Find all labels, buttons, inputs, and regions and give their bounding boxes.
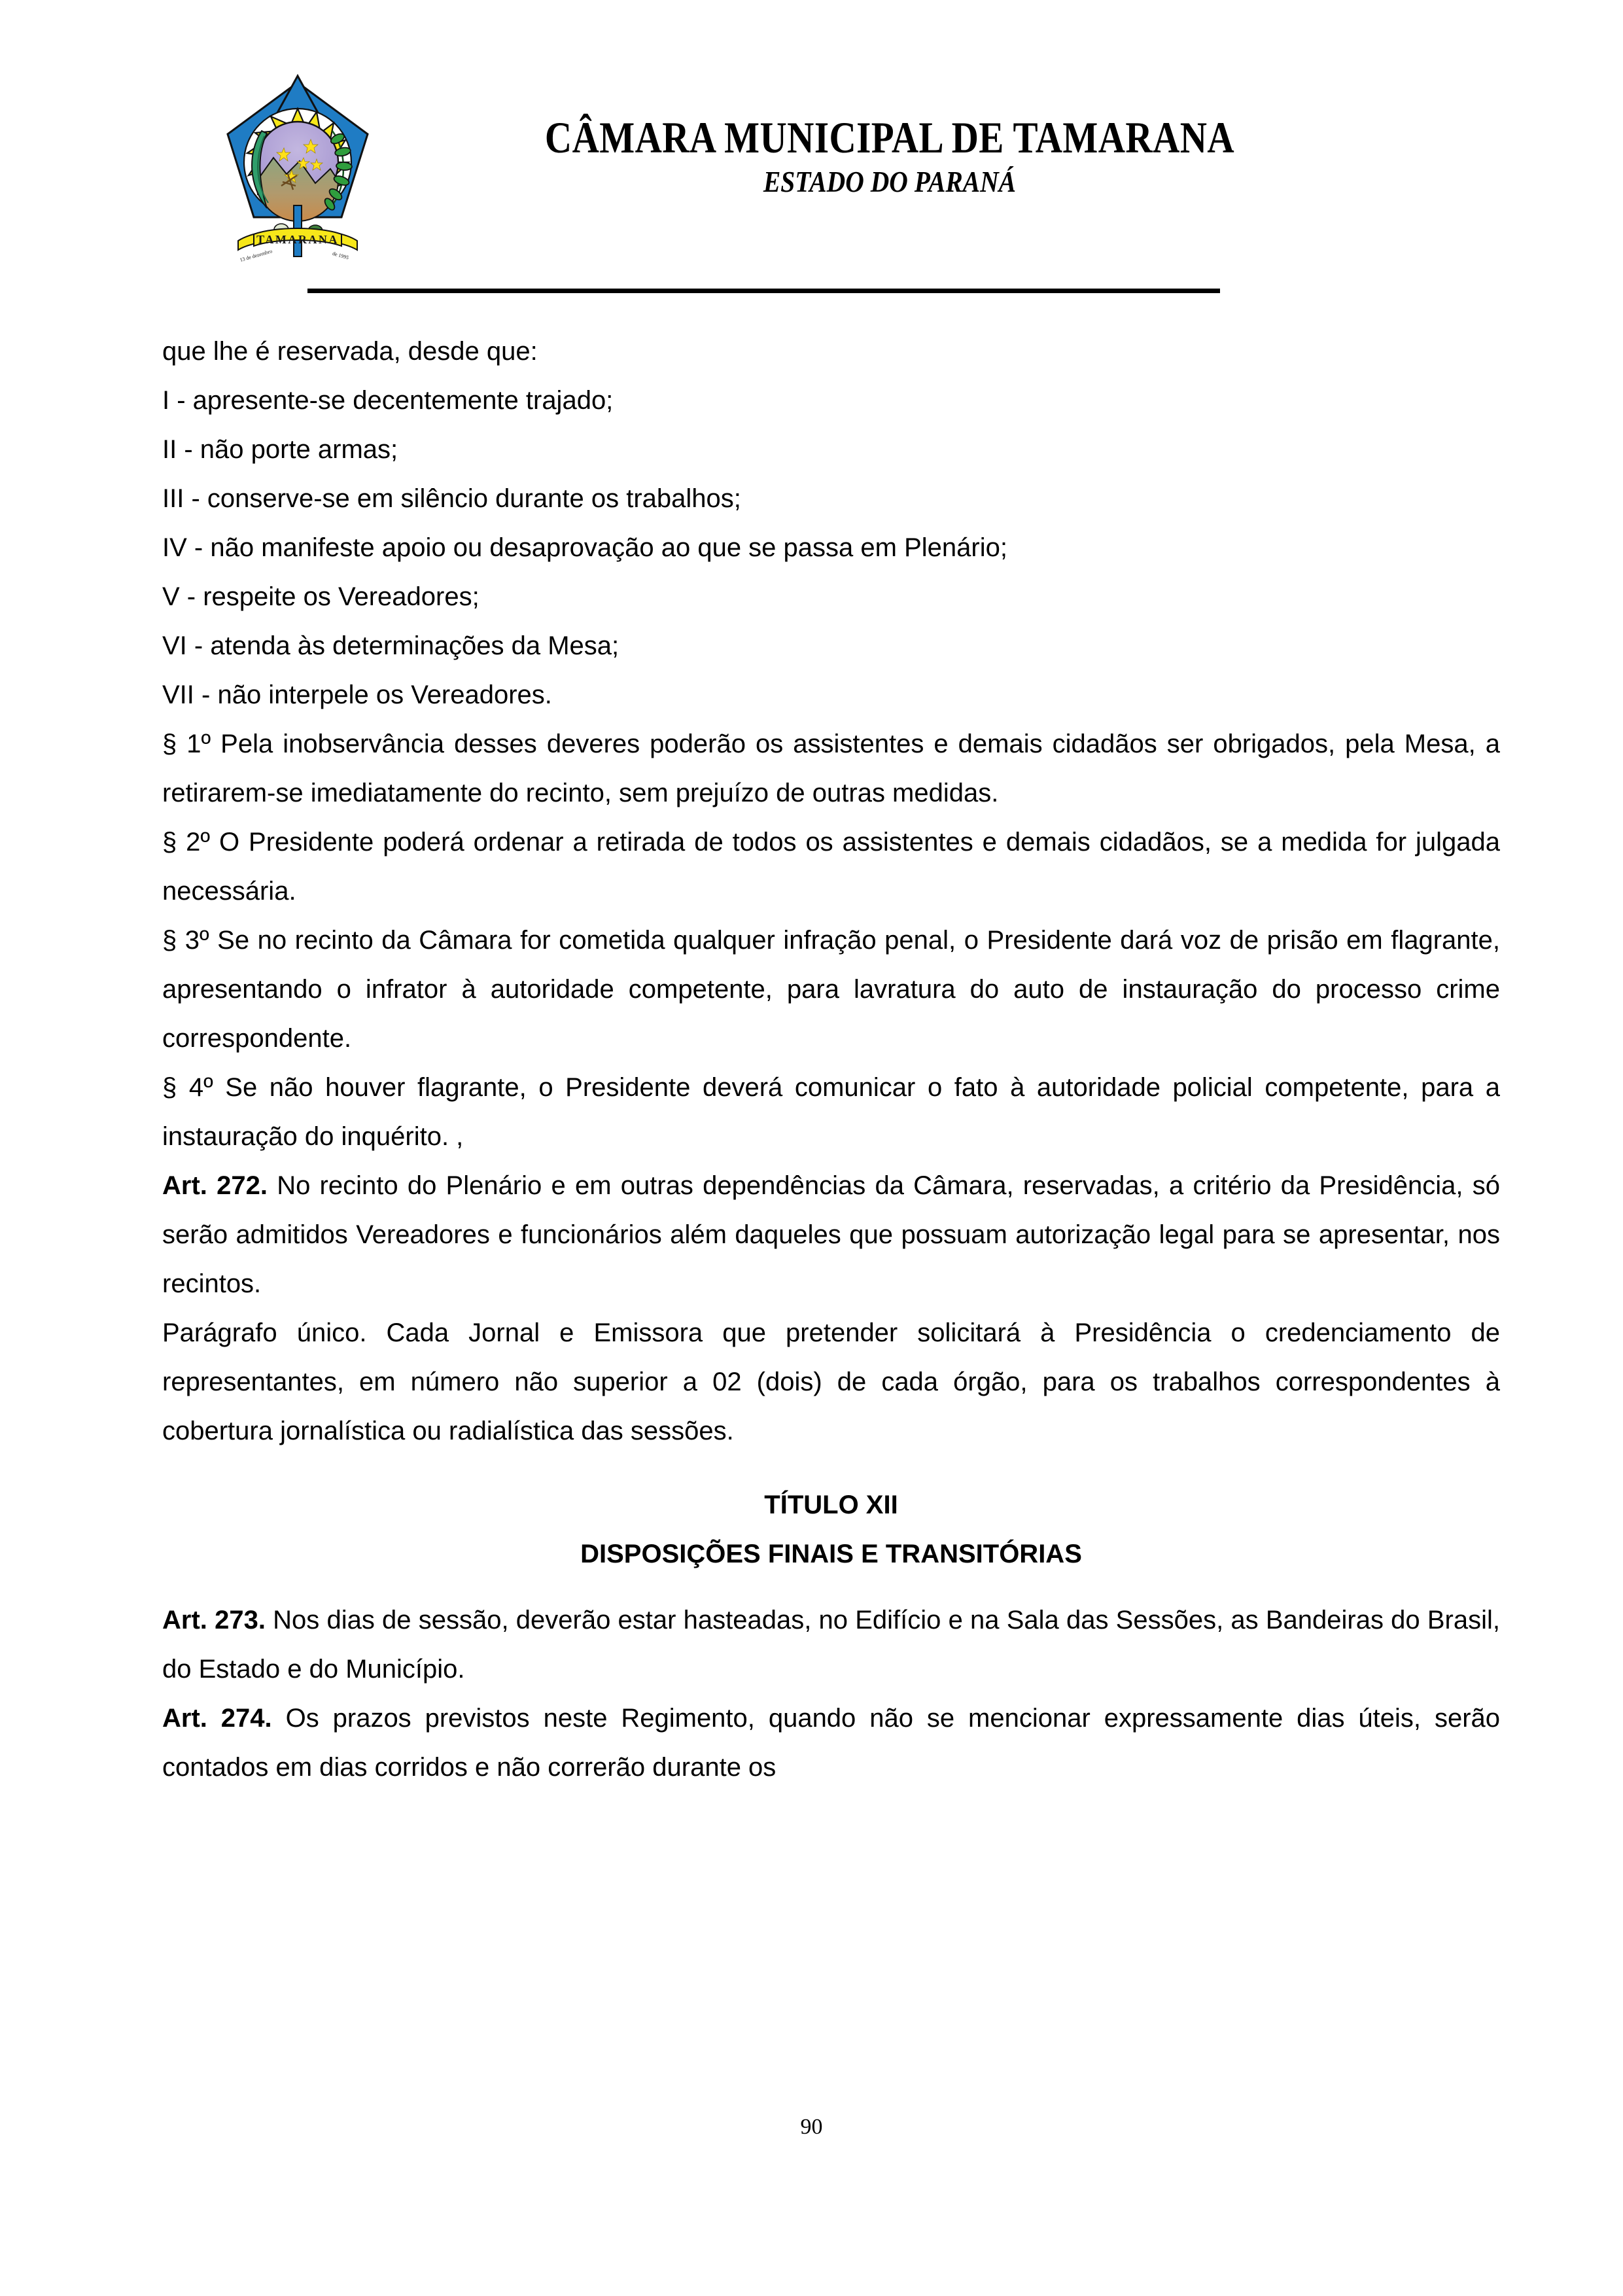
paragraph-text: que lhe é reservada, desde que: [162, 337, 538, 366]
paragraph-inciso-i [162, 376, 1500, 425]
paragraph-inciso-iv [162, 523, 1500, 573]
paragraph-text: § 3º Se no recinto da Câmara for cometida qualquer infração penal, o Presidente dará voz de prisão em flagrante, apresentando o infrator à autoridade competente, para lavratura do auto de instauração do processo crime correspondente. [162, 926, 1500, 1053]
paragraph-1 [162, 720, 1500, 818]
svg-text:TAMARANA: TAMARANA [256, 233, 339, 246]
paragraph-text: III - conserve-se em silêncio durante os trabalhos; [162, 484, 741, 513]
page-subtitle: ESTADO DO PARANÁ [763, 165, 1017, 199]
paragraph-text: II - não porte armas; [162, 435, 398, 464]
paragraph-inciso-vii [162, 671, 1500, 720]
paragraph-text: § 4º Se não houver flagrante, o Presidente deverá comunicar o fato à autoridade policial competente, para a instauração do inquérito. , [162, 1073, 1500, 1151]
paragraph-text: No recinto do Plenário e em outras dependências da Câmara, reservadas, a critério da Presidência, só serão admitidos Vereadores e funcionários além daqueles que possuam autorização legal para se apresentar, nos recintos. [162, 1171, 1500, 1298]
header-divider [307, 289, 1220, 293]
paragraph-text: I - apresente-se decentemente trajado; [162, 386, 614, 415]
article-number: Art. 274. [162, 1704, 272, 1733]
article-274 [162, 1694, 1500, 1792]
paragraph-lead-in [162, 327, 1500, 376]
document-body [162, 327, 1500, 1792]
paragraph-text: § 2º O Presidente poderá ordenar a retirada de todos os assistentes e demais cidadãos, se a medida for julgada necessária. [162, 828, 1500, 906]
page-title: CÂMARA MUNICIPAL DE TAMARANA [544, 113, 1235, 162]
page-number: 90 [800, 2115, 823, 2139]
paragraph-text: Nos dias de sessão, deverão estar hasteadas, no Edifício e na Sala das Sessões, as Bandeiras do Brasil, do Estado e do Município. [162, 1606, 1500, 1684]
paragraph-text: IV - não manifeste apoio ou desaprovação ao que se passa em Plenário; [162, 533, 1007, 562]
paragraph-inciso-iii [162, 474, 1500, 523]
paragraph-3 [162, 916, 1500, 1063]
paragraph-inciso-vi [162, 622, 1500, 671]
paragraph-text: § 1º Pela inobservância desses deveres poderão os assistentes e demais cidadãos ser obrigados, pela Mesa, a retirarem-se imediatamente do recinto, sem prejuízo de outras medidas. [162, 730, 1500, 807]
tamarana-coat-of-arms-icon [216, 71, 379, 267]
paragraph-inciso-v [162, 573, 1500, 622]
paragraph-text: VI - atenda às determinações da Mesa; [162, 631, 620, 660]
paragraph-2 [162, 818, 1500, 916]
paragraph-inciso-ii [162, 425, 1500, 474]
article-number: Art. 273. [162, 1606, 266, 1634]
document-header [0, 0, 1623, 314]
paragraph-text: V - respeite os Vereadores; [162, 582, 480, 611]
svg-text:13 de dezembro: 13 de dezembro [239, 248, 273, 263]
section-title-titulo: TÍTULO XII [764, 1491, 898, 1519]
paragraph-text: Parágrafo único. Cada Jornal e Emissora que pretender solicitará à Presidência o credenciamento de representantes, em número não superior a 02 (dois) de cada órgão, para os trabalhos correspondentes à cobertura jornalística ou radialística das sessões. [162, 1318, 1500, 1445]
article-number: Art. 272. [162, 1171, 268, 1200]
section-title-subtitulo: DISPOSIÇÕES FINAIS E TRANSITÓRIAS [580, 1540, 1082, 1568]
article-272 [162, 1161, 1500, 1309]
paragraph-text: Os prazos previstos neste Regimento, quando não se mencionar expressamente dias úteis, serão contados em dias corridos e não correrão durante os [162, 1704, 1501, 1782]
article-273 [162, 1596, 1500, 1694]
paragraph-4 [162, 1063, 1500, 1161]
header-text-block [406, 115, 1374, 199]
paragraph-text: VII - não interpele os Vereadores. [162, 680, 552, 709]
section-heading-block [162, 1481, 1500, 1579]
svg-text:de 1995: de 1995 [332, 250, 350, 261]
paragraph-unico [162, 1309, 1500, 1456]
